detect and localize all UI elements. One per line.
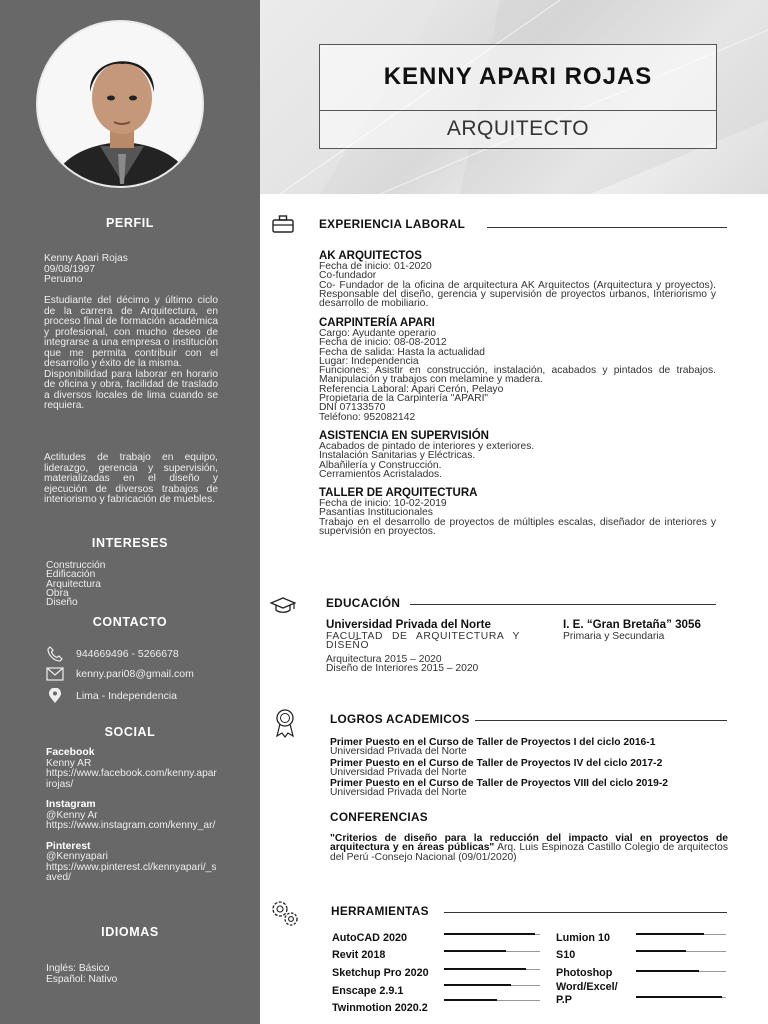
mail-icon (44, 667, 66, 681)
job-title: TALLER DE ARQUITECTURA (319, 487, 478, 499)
educacion-heading: EDUCACIÓN (326, 596, 401, 610)
achievement-place: Universidad Privada del Norte (330, 766, 467, 778)
achievement-title: Primer Puesto en el Curso de Taller de Proyectos I del ciclo 2016-1 (330, 737, 656, 748)
pinterest-user: @Kennyapari (46, 851, 108, 862)
tool-name: AutoCAD 2020 (332, 932, 407, 944)
intereses-heading: INTERESES (91, 536, 169, 550)
section-rule (410, 604, 716, 605)
skill-bar (636, 951, 726, 952)
job-line: Trabajo en el desarrollo de proyectos de múltiples escalas, diseñador de interiores y supervisión en proyectos. (319, 516, 716, 537)
conference-entry (330, 834, 728, 862)
social-heading: SOCIAL (104, 725, 156, 739)
university-details (326, 632, 520, 673)
graduation-cap-icon (270, 596, 296, 619)
perfil-nationality: Peruano (44, 274, 83, 285)
tool-name: Twinmotion 2020.2 (332, 1002, 428, 1014)
skill-bar-fill (636, 996, 722, 998)
logros-heading: LOGROS ACADEMICOS (330, 712, 470, 726)
job-line: Fecha de inicio: 10-02-2019 (319, 498, 447, 509)
skill-bar-fill (444, 933, 535, 935)
contact-phone (44, 646, 179, 662)
job-line: Teléfono: 952082142 (319, 411, 416, 423)
facebook-link[interactable]: https://www.facebook.com/kenny.aparirojas/ (46, 768, 217, 790)
perfil-name: Kenny Apari Rojas (44, 253, 128, 264)
perfil-heading: PERFIL (105, 216, 155, 230)
interest-item: Construcción (46, 560, 106, 571)
pinterest-link[interactable]: https://www.pinterest.cl/kennyapari/_saved/ (46, 861, 217, 883)
job-title: AK ARQUITECTOS (319, 250, 422, 262)
email-address[interactable]: kenny.pari08@gmail.com (76, 668, 194, 680)
skill-bar (636, 997, 726, 998)
instagram-label: Instagram (46, 799, 96, 810)
job-line: Fecha de salida: Hasta la actualidad (319, 346, 485, 358)
tool-name: S10 (556, 949, 576, 961)
job-line: Fecha de inicio: 01-2020 (319, 261, 432, 272)
phone-number[interactable]: 944669496 - 5266678 (76, 648, 179, 660)
interest-item: Obra (46, 587, 69, 599)
location-text: Lima - Independencia (76, 690, 177, 702)
section-rule (487, 227, 727, 228)
contact-email (44, 667, 194, 681)
perfil-personal (44, 254, 218, 286)
job-details (319, 262, 716, 308)
profile-photo (36, 20, 204, 188)
experiencia-heading: EXPERIENCIA LABORAL (319, 217, 466, 231)
contacto-heading: CONTACTO (92, 615, 168, 629)
perfil-paragraph: Disponibilidad para laborar en horario de oficina y obra, facilidad de traslado a diversos locales de lima cuando se requiera. (44, 368, 218, 411)
achievement-title: Primer Puesto en el Curso de Taller de Proyectos VIII del ciclo 2019-2 (330, 778, 669, 790)
tool-name: Revit 2018 (332, 949, 386, 961)
social-list (46, 748, 218, 884)
facebook-user: Kenny AR (46, 757, 92, 769)
skill-bar (444, 934, 540, 935)
facebook-label: Facebook (46, 747, 95, 758)
sidebar (0, 0, 260, 1024)
faculty-name: FACULTAD DE ARQUITECTURA Y DISEÑO (326, 631, 520, 652)
name-divider (320, 110, 716, 111)
interest-item: Edificación (46, 569, 96, 581)
school-name: I. E. “Gran Bretaña” 3056 (563, 618, 701, 631)
skill-bar-fill (636, 950, 686, 952)
conference-detail: Arq. Luis Espinoza Castillo Colegio de arquitectos del Perú -Consejo Nacional (09/01/2020) (330, 842, 729, 863)
job-details (319, 499, 716, 536)
job-title: ASISTENCIA EN SUPERVISIÓN (319, 430, 489, 442)
skill-bar-fill (444, 950, 506, 952)
skill-bar-fill (444, 968, 526, 970)
job-line: Albañilería y Construcción. (319, 459, 442, 471)
university-name: Universidad Privada del Norte (326, 618, 491, 631)
interest-item: Arquitectura (46, 578, 101, 590)
job-line: Instalación Sanitarias y Eléctricas. (319, 450, 476, 462)
skill-bar-fill (444, 999, 497, 1001)
tool-name: Lumion 10 (556, 932, 610, 944)
job-line: Cerramientos Acristalados. (319, 468, 443, 480)
tool-name: Photoshop Word/Excel/ P.P (556, 967, 618, 1006)
job-line: Funciones: Asistir en construcción, instalación, acabados y pintados de trabajos. Manipulación y trabajos con melamine y madera. (319, 365, 716, 386)
skill-bar (636, 934, 726, 935)
briefcase-icon (272, 215, 294, 238)
instagram-link[interactable]: https://www.instagram.com/kenny_ar/ (46, 820, 216, 831)
tool-name: Sketchup Pro 2020 (332, 967, 429, 979)
conference-title: "Criterios de diseño para la reducción del impacto vial en proyectos de arquitectura y en áreas públicas" (330, 833, 728, 854)
idiomas-list (46, 964, 220, 985)
gears-icon (268, 897, 302, 934)
skill-bar-fill (636, 970, 699, 972)
achievement-place: Universidad Privada del Norte (330, 787, 467, 799)
skill-bar (444, 969, 540, 970)
pinterest-label: Pinterest (46, 840, 91, 852)
section-rule (444, 912, 727, 913)
perfil-paragraph: Estudiante del décimo y último ciclo de la carrera de Arquitectura, en proceso final de formación académica y profesional, con mucho deseo de integrarse a una empresa o institución que me permita contribuir con el desarrollo y éxito de la misma. (44, 295, 218, 369)
job-line: Pasantías Institucionales (319, 507, 433, 519)
job-line: Acabados de pintado de interiores y exteriores. (319, 441, 535, 452)
skill-bar (444, 985, 540, 986)
job-line: Lugar: Independencia (319, 355, 419, 367)
job-line: Cargo: Ayudante operario (319, 328, 437, 339)
instagram-user: @Kenny Ar (46, 809, 98, 821)
idiomas-heading: IDIOMAS (101, 925, 159, 939)
name-box (319, 44, 717, 149)
job-title: ARQUITECTO (446, 117, 590, 140)
medal-icon (274, 708, 296, 743)
skill-bar-fill (636, 933, 704, 935)
job-line: Propietaria de la Carpintería "APARI" (319, 393, 489, 405)
job-line: Co- Fundador de la oficina de arquitectura AK Arquitectos (Arquitectura y proyectos). Responsable del diseño, gerencia y supervisión de proyectos urbanos, Interiorismo y desarrollo de mobiliario. (319, 279, 716, 310)
achievement-place: Universidad Privada del Norte (330, 746, 467, 758)
job-line: Co-fundador (319, 270, 377, 282)
skill-bar (636, 971, 726, 972)
language-item: Español: Nativo (46, 973, 118, 985)
section-rule (475, 720, 727, 721)
job-details (319, 442, 716, 479)
logros-list (330, 738, 728, 798)
degree-line: Diseño de Interiores 2015 – 2020 (326, 662, 479, 674)
tool-name: Enscape 2.9.1 (332, 985, 404, 997)
perfil-attitudes: Actitudes de trabajo en equipo, liderazgo, gerencia y supervisión, materializadas en el diseño y ejecución de diversos trabajos de interiorismo y fabricación de muebles. (44, 452, 218, 505)
contact-location (44, 688, 177, 704)
job-line: Referencia Laboral: Apari Cerón, Pelayo (319, 383, 504, 395)
school-level: Primaria y Secundaria (563, 631, 665, 642)
perfil-summary (44, 296, 218, 412)
herramientas-heading: HERRAMIENTAS (331, 904, 429, 918)
degree-line: Arquitectura 2015 – 2020 (326, 653, 442, 665)
conferencias-heading: CONFERENCIAS (330, 810, 428, 824)
skill-bar (444, 951, 540, 952)
skill-bar-fill (444, 984, 511, 986)
skill-bar (444, 1000, 540, 1001)
full-name: KENNY APARI ROJAS (383, 63, 653, 90)
language-item: Inglés: Básico (46, 963, 110, 974)
job-title: CARPINTERÍA APARI (319, 317, 435, 329)
phone-icon (44, 646, 66, 662)
intereses-list (46, 561, 220, 607)
perfil-birthdate: 09/08/1997 (44, 263, 95, 275)
interest-item: Diseño (46, 597, 78, 609)
job-line: Fecha de inicio: 08-08-2012 (319, 337, 447, 349)
job-details (319, 329, 716, 422)
location-pin-icon (44, 688, 66, 704)
achievement-title: Primer Puesto en el Curso de Taller de Proyectos IV del ciclo 2017-2 (330, 757, 663, 769)
job-line: DNI 07133570 (319, 402, 386, 414)
